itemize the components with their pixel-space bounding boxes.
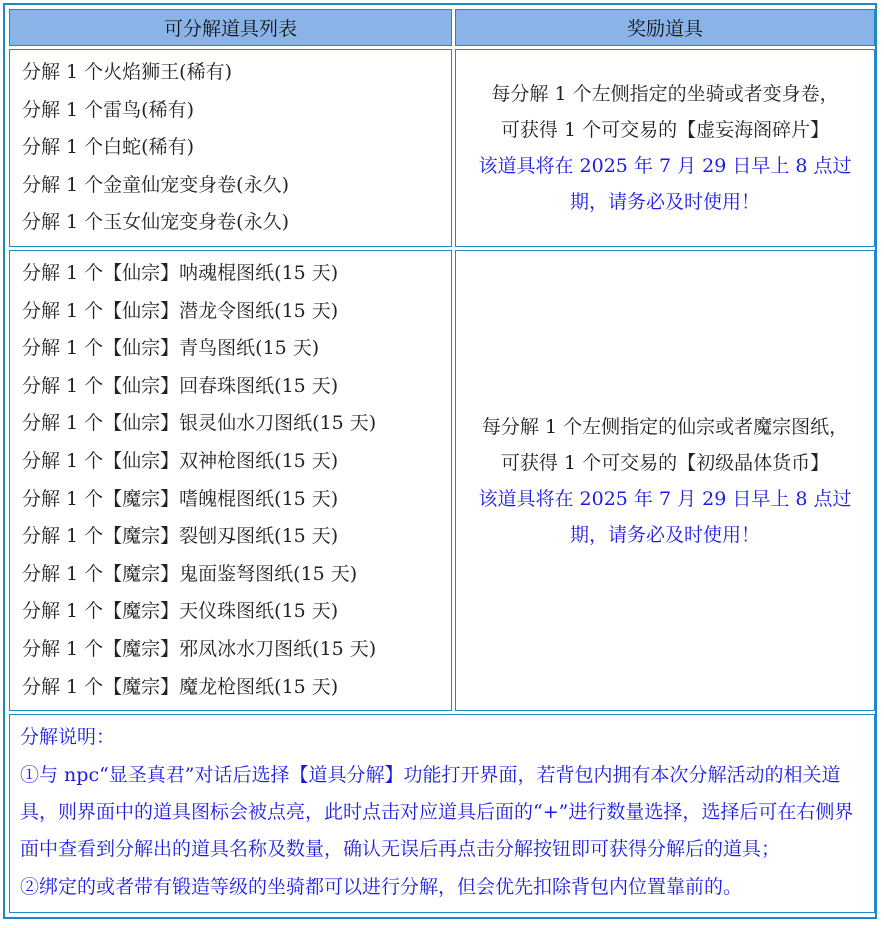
- list-item: 分解 1 个雷鸟(稀有): [22, 98, 194, 121]
- expiry-note-line: 该道具将在 2025 年 7 月 29 日早上 8 点过: [478, 154, 852, 177]
- blueprints-reward-cell: [455, 250, 875, 711]
- list-item: 分解 1 个【魔宗】鬼面鉴弩图纸(15 天): [22, 562, 358, 585]
- reward-text-line: 可获得 1 个可交易的【初级晶体货币】: [500, 451, 830, 474]
- description-row: [9, 714, 875, 913]
- list-item: 分解 1 个【魔宗】嗜魄棍图纸(15 天): [22, 487, 339, 510]
- list-item: 分解 1 个【魔宗】天仪珠图纸(15 天): [22, 600, 339, 623]
- list-item: 分解 1 个【魔宗】邪凤冰水刀图纸(15 天): [22, 637, 377, 660]
- description-title: 分解说明：: [20, 726, 116, 749]
- reward-text-line: 每分解 1 个左侧指定的仙宗或者魔宗图纸，: [481, 415, 849, 438]
- header-row: [9, 9, 875, 46]
- expiry-note-line: 期，请务必及时使用！: [569, 190, 760, 213]
- list-item: 分解 1 个玉女仙宠变身卷(永久): [22, 211, 289, 234]
- description-cell: [9, 714, 875, 913]
- description-paragraph-1: ①与 npc“显圣真君”对话后选择【道具分解】功能打开界面，若背包内拥有本次分解活动的相关道具，则界面中的道具图标会被点亮，此时点击对应道具后面的“+”进行数量选择，选择后可在右侧界面中查看到分解出的道具名称及数量，确认无误后再点击分解按钮即可获得分解后的道具；: [20, 763, 854, 861]
- list-item: 分解 1 个【仙宗】青鸟图纸(15 天): [22, 337, 320, 360]
- section-blueprints-row: [9, 250, 875, 711]
- header-items-list: 可分解道具列表: [9, 9, 452, 46]
- blueprints-list-cell: [9, 250, 452, 711]
- reward-text-line: 每分解 1 个左侧指定的坐骑或者变身卷，: [491, 82, 839, 105]
- list-item: 分解 1 个【仙宗】呐魂棍图纸(15 天): [22, 261, 339, 284]
- decompose-table: [6, 6, 878, 916]
- reward-text-line: 可获得 1 个可交易的【虚妄海阁碎片】: [500, 118, 830, 141]
- mounts-reward-cell: [455, 49, 875, 247]
- list-item: 分解 1 个金童仙宠变身卷(永久): [22, 173, 289, 196]
- list-item: 分解 1 个【仙宗】双神枪图纸(15 天): [22, 449, 339, 472]
- description-paragraph-2: ②绑定的或者带有锻造等级的坐骑都可以进行分解，但会优先扣除背包内位置靠前的。: [20, 875, 743, 898]
- expiry-note-line: 期，请务必及时使用！: [569, 523, 760, 546]
- list-item: 分解 1 个【魔宗】魔龙枪图纸(15 天): [22, 675, 339, 698]
- list-item: 分解 1 个【仙宗】回春珠图纸(15 天): [22, 374, 339, 397]
- list-item: 分解 1 个白蛇(稀有): [22, 136, 194, 159]
- list-item: 分解 1 个火焰狮王(稀有): [22, 61, 232, 83]
- list-item: 分解 1 个【魔宗】裂刨刄图纸(15 天): [22, 525, 339, 548]
- header-reward: 奖励道具: [455, 9, 875, 46]
- list-item: 分解 1 个【仙宗】银灵仙水刀图纸(15 天): [22, 412, 377, 435]
- section-mounts-row: [9, 49, 875, 247]
- mounts-list-cell: [9, 49, 452, 247]
- list-item: 分解 1 个【仙宗】潜龙令图纸(15 天): [22, 299, 339, 322]
- expiry-note-line: 该道具将在 2025 年 7 月 29 日早上 8 点过: [478, 487, 852, 510]
